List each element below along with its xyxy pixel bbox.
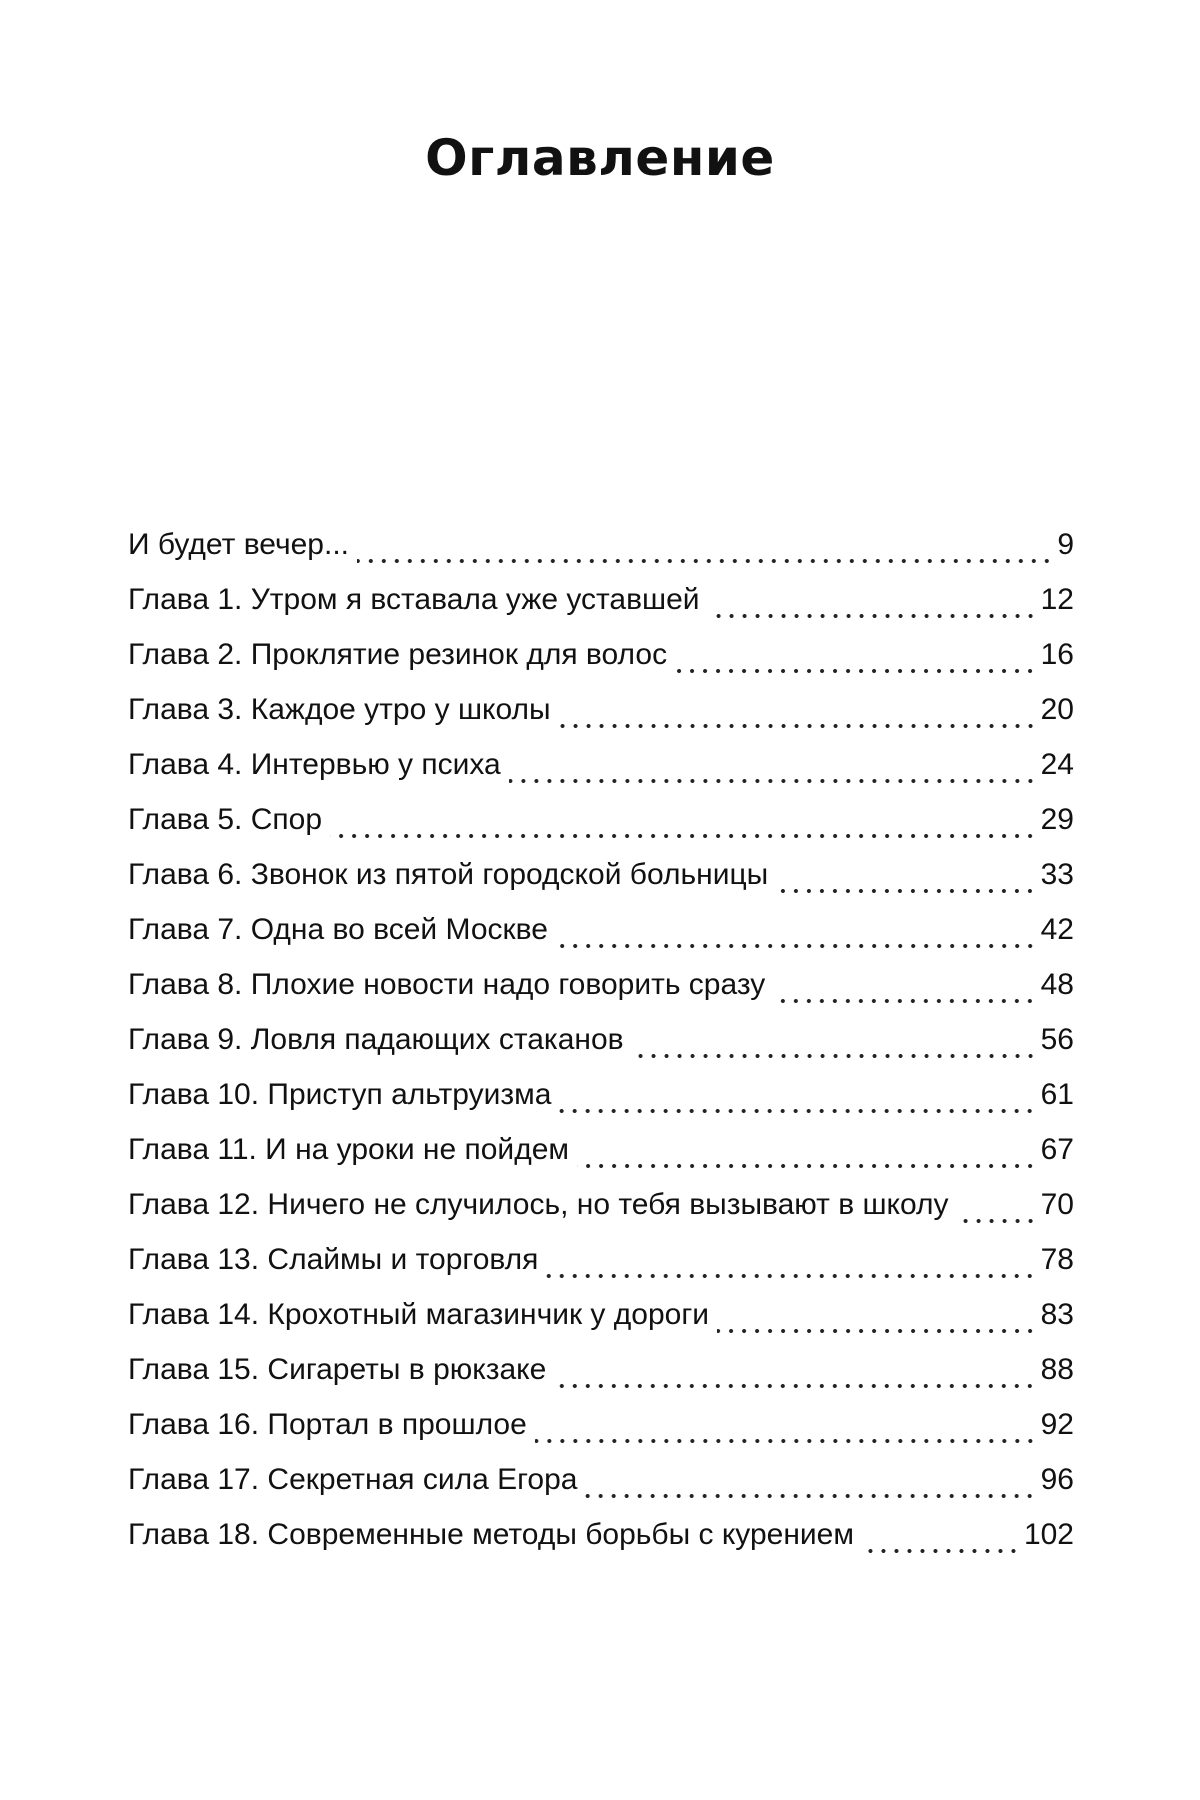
toc-entry-title: Глава 11. И на уроки не пойдем — [128, 1133, 570, 1166]
dot-leader — [535, 1437, 1037, 1445]
dot-leader — [546, 1272, 1036, 1280]
dot-leader — [330, 832, 1037, 840]
toc-entry — [128, 1018, 1074, 1073]
toc-entry — [128, 743, 1074, 798]
dot-leader — [862, 1547, 1020, 1555]
toc-entry-page: 61 — [1040, 1078, 1074, 1111]
page-title: Оглавление — [425, 129, 775, 187]
toc-entry-page: 12 — [1040, 583, 1074, 616]
table-of-contents — [128, 523, 1074, 1568]
toc-entry-page: 102 — [1023, 1518, 1074, 1551]
toc-entry-page: 24 — [1040, 748, 1074, 781]
toc-entry-title: Глава 4. Интервью у психа — [128, 748, 501, 781]
toc-entry-title: Глава 5. Спор — [128, 803, 323, 836]
dot-leader — [559, 1107, 1036, 1115]
dot-leader — [554, 1382, 1036, 1390]
toc-entry-page: 33 — [1040, 858, 1074, 891]
toc-entry — [128, 578, 1074, 633]
dot-leader — [717, 1327, 1037, 1335]
toc-entry-page: 78 — [1040, 1243, 1074, 1276]
toc-entry — [128, 1348, 1074, 1403]
toc-entry-title: Глава 10. Приступ альтруизма — [128, 1078, 552, 1111]
toc-entry-page: 83 — [1040, 1298, 1074, 1331]
toc-entry-page: 70 — [1040, 1188, 1074, 1221]
toc-entry — [128, 1073, 1074, 1128]
toc-entry — [128, 1403, 1074, 1458]
dot-leader — [585, 1492, 1036, 1500]
toc-entry-title: Глава 8. Плохие новости надо говорить сразу — [128, 968, 766, 1001]
toc-entry — [128, 908, 1074, 963]
dot-leader — [632, 1052, 1037, 1060]
toc-entry-title: Глава 17. Секретная сила Егора — [128, 1463, 578, 1496]
toc-entry-title: И будет вечер... — [128, 528, 349, 561]
dot-leader — [675, 667, 1037, 675]
toc-entry-page: 9 — [1057, 528, 1074, 561]
toc-entry-page: 48 — [1040, 968, 1074, 1001]
toc-entry — [128, 1458, 1074, 1513]
toc-entry-title: Глава 2. Проклятие резинок для волос — [128, 638, 668, 671]
toc-entry — [128, 633, 1074, 688]
toc-entry-title: Глава 6. Звонок из пятой городской больницы — [128, 858, 769, 891]
toc-entry-title: Глава 1. Утром я вставала уже уставшей — [128, 583, 700, 616]
toc-entry — [128, 523, 1074, 578]
dot-leader — [556, 942, 1037, 950]
toc-entry-page: 88 — [1040, 1353, 1074, 1386]
toc-entry — [128, 1238, 1074, 1293]
toc-entry-page: 16 — [1040, 638, 1074, 671]
toc-entry — [128, 688, 1074, 743]
toc-entry-title: Глава 9. Ловля падающих стаканов — [128, 1023, 624, 1056]
toc-entry-page: 20 — [1040, 693, 1074, 726]
toc-entry — [128, 1293, 1074, 1348]
toc-entry — [128, 798, 1074, 853]
toc-entry-title: Глава 3. Каждое утро у школы — [128, 693, 551, 726]
toc-entry-page: 42 — [1040, 913, 1074, 946]
dot-leader — [957, 1217, 1037, 1225]
toc-entry — [128, 853, 1074, 908]
dot-leader — [509, 777, 1037, 785]
toc-entry-page: 29 — [1040, 803, 1074, 836]
dot-leader — [776, 887, 1036, 895]
dot-leader — [357, 557, 1053, 565]
toc-entry — [128, 1513, 1074, 1568]
dot-leader — [559, 722, 1037, 730]
toc-entry — [128, 1128, 1074, 1183]
toc-entry-page: 96 — [1040, 1463, 1074, 1496]
dot-leader — [577, 1162, 1037, 1170]
toc-entry-title: Глава 18. Современные методы борьбы с курением — [128, 1518, 854, 1551]
toc-entry-title: Глава 15. Сигареты в рюкзаке — [128, 1353, 547, 1386]
toc-entry-page: 67 — [1040, 1133, 1074, 1166]
toc-entry-title: Глава 14. Крохотный магазинчик у дороги — [128, 1298, 710, 1331]
toc-entry-title: Глава 13. Слаймы и торговля — [128, 1243, 539, 1276]
dot-leader — [708, 612, 1037, 620]
toc-entry-page: 56 — [1040, 1023, 1074, 1056]
dot-leader — [773, 997, 1036, 1005]
toc-entry-title: Глава 12. Ничего не случилось, но тебя вызывают в школу — [128, 1188, 949, 1221]
toc-entry-title: Глава 7. Одна во всей Москве — [128, 913, 548, 946]
toc-entry-page: 92 — [1040, 1408, 1074, 1441]
toc-entry — [128, 1183, 1074, 1238]
toc-entry-title: Глава 16. Портал в прошлое — [128, 1408, 527, 1441]
toc-entry — [128, 963, 1074, 1018]
